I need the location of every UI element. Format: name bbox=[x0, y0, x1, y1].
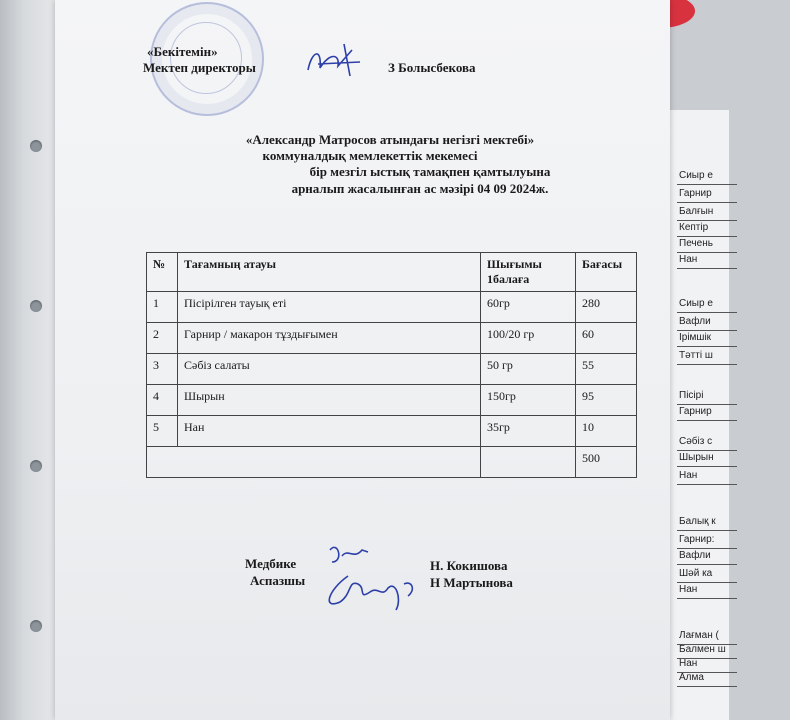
table-row bbox=[147, 385, 637, 416]
adjacent-sheet-line: Вафли bbox=[679, 316, 711, 327]
cell-yield: 150гр bbox=[481, 385, 576, 416]
empty-cell bbox=[481, 447, 576, 478]
nurse-label: Медбике bbox=[245, 556, 297, 571]
adjacent-sheet-rule bbox=[677, 202, 737, 203]
adjacent-sheet-rule bbox=[677, 598, 737, 599]
title-line-2: коммуналдық мемлекеттік мекемесі bbox=[262, 148, 478, 163]
adjacent-sheet-line: Гарнир bbox=[679, 188, 712, 199]
binder-hole bbox=[30, 460, 42, 472]
table-row bbox=[147, 416, 637, 447]
adjacent-sheet-line: Ірімшік bbox=[679, 332, 712, 343]
cell-price: 280 bbox=[576, 292, 637, 323]
cell-no: 5 bbox=[147, 416, 178, 447]
cook-label: Аспазшы bbox=[250, 573, 306, 588]
director-signature bbox=[300, 40, 370, 85]
cell-name: Нан bbox=[178, 416, 481, 447]
adjacent-sheet-line: Сиыр е bbox=[679, 170, 713, 181]
menu-table bbox=[146, 252, 637, 478]
adjacent-sheet-rule bbox=[677, 346, 737, 347]
adjacent-sheet-line: Нан bbox=[679, 254, 698, 265]
adjacent-sheet-rule bbox=[677, 268, 737, 269]
cell-yield: 60гр bbox=[481, 292, 576, 323]
title-line-3: бір мезгіл ыстық тамақпен қамтылуына bbox=[309, 164, 551, 179]
adjacent-sheet-line: Пісірі bbox=[679, 390, 704, 401]
adjacent-sheet-rule bbox=[677, 548, 737, 549]
plastic-sleeve-edge bbox=[0, 0, 60, 720]
cook-name: Н Мартынова bbox=[430, 575, 513, 590]
adjacent-sheet-rule bbox=[677, 404, 737, 405]
adjacent-sheet-line: Алма bbox=[679, 672, 704, 683]
adjacent-sheet-rule bbox=[677, 330, 737, 331]
adjacent-sheet-rule bbox=[677, 220, 737, 221]
adjacent-sheet bbox=[668, 110, 729, 720]
cell-yield: 35гр bbox=[481, 416, 576, 447]
cell-no: 2 bbox=[147, 323, 178, 354]
header-price: Бағасы bbox=[576, 253, 637, 292]
adjacent-sheet-rule bbox=[677, 582, 737, 583]
adjacent-sheet-line: Балық к bbox=[679, 516, 716, 527]
nurse-cook-signatures bbox=[318, 540, 428, 620]
adjacent-sheet-line: Гарнир: bbox=[679, 534, 715, 545]
adjacent-sheet-line: Вафли bbox=[679, 550, 711, 561]
cell-price: 55 bbox=[576, 354, 637, 385]
director-name: З Болысбекова bbox=[388, 60, 476, 75]
binder-hole bbox=[30, 620, 42, 632]
adjacent-sheet-line: Шырын bbox=[679, 452, 714, 463]
adjacent-sheet-rule bbox=[677, 686, 737, 687]
table-row bbox=[147, 292, 637, 323]
adjacent-sheet-line: Гарнир bbox=[679, 406, 712, 417]
approval-label: «Бекітемін» bbox=[147, 44, 218, 59]
cell-no: 1 bbox=[147, 292, 178, 323]
adjacent-sheet-rule bbox=[677, 252, 737, 253]
cell-yield: 100/20 гр bbox=[481, 323, 576, 354]
adjacent-sheet-line: Лағман ( bbox=[679, 630, 719, 641]
adjacent-sheet-rule bbox=[677, 420, 737, 421]
title-line-4: арналып жасалынған ас мәзірі 04 09 2024ж. bbox=[291, 181, 549, 196]
cell-price: 95 bbox=[576, 385, 637, 416]
adjacent-sheet-line: Нан bbox=[679, 584, 698, 595]
adjacent-sheet-rule bbox=[677, 564, 737, 565]
adjacent-sheet-line: Балғын bbox=[679, 206, 714, 217]
adjacent-sheet-rule bbox=[677, 236, 737, 237]
header-number: № bbox=[147, 253, 178, 292]
nurse-name: Н. Кокишова bbox=[430, 558, 508, 573]
table-row bbox=[147, 323, 637, 354]
cell-no: 3 bbox=[147, 354, 178, 385]
adjacent-sheet-line: Печень bbox=[679, 238, 713, 249]
adjacent-sheet-line: Сиыр е bbox=[679, 298, 713, 309]
total-price: 500 bbox=[576, 447, 637, 478]
cell-price: 10 bbox=[576, 416, 637, 447]
adjacent-sheet-line: Тәтті ш bbox=[679, 350, 713, 361]
director-position: Мектеп директоры bbox=[143, 60, 256, 75]
cell-name: Сәбіз салаты bbox=[178, 354, 481, 385]
adjacent-sheet-line: Шәй ка bbox=[679, 568, 713, 579]
cell-yield: 50 гр bbox=[481, 354, 576, 385]
cell-name: Гарнир / макарон тұздығымен bbox=[178, 323, 481, 354]
binder-hole bbox=[30, 300, 42, 312]
cell-price: 60 bbox=[576, 323, 637, 354]
adjacent-sheet-line: Нан bbox=[679, 658, 698, 669]
adjacent-sheet-rule bbox=[677, 466, 737, 467]
adjacent-sheet-line: Нан bbox=[679, 470, 698, 481]
cell-name: Шырын bbox=[178, 385, 481, 416]
table-row bbox=[147, 354, 637, 385]
adjacent-sheet-rule bbox=[677, 450, 737, 451]
adjacent-sheet-line: Кептір bbox=[679, 222, 709, 233]
total-row bbox=[147, 447, 637, 478]
cell-no: 4 bbox=[147, 385, 178, 416]
title-line-1: «Александр Матросов атындағы негізгі мектебі» bbox=[245, 132, 535, 147]
empty-cell bbox=[147, 447, 481, 478]
adjacent-sheet-rule bbox=[677, 312, 737, 313]
cell-name: Пісірілген тауық еті bbox=[178, 292, 481, 323]
adjacent-sheet-rule bbox=[677, 364, 737, 365]
adjacent-sheet-line: Балмен ш bbox=[679, 644, 726, 655]
header-yield: Шығымы 1балаға bbox=[481, 253, 576, 292]
adjacent-sheet-line: Сәбіз с bbox=[679, 436, 713, 447]
table-header-row bbox=[147, 253, 637, 292]
adjacent-sheet-rule bbox=[677, 530, 737, 531]
header-dish-name: Тағамның атауы bbox=[178, 253, 481, 292]
adjacent-sheet-rule bbox=[677, 484, 737, 485]
